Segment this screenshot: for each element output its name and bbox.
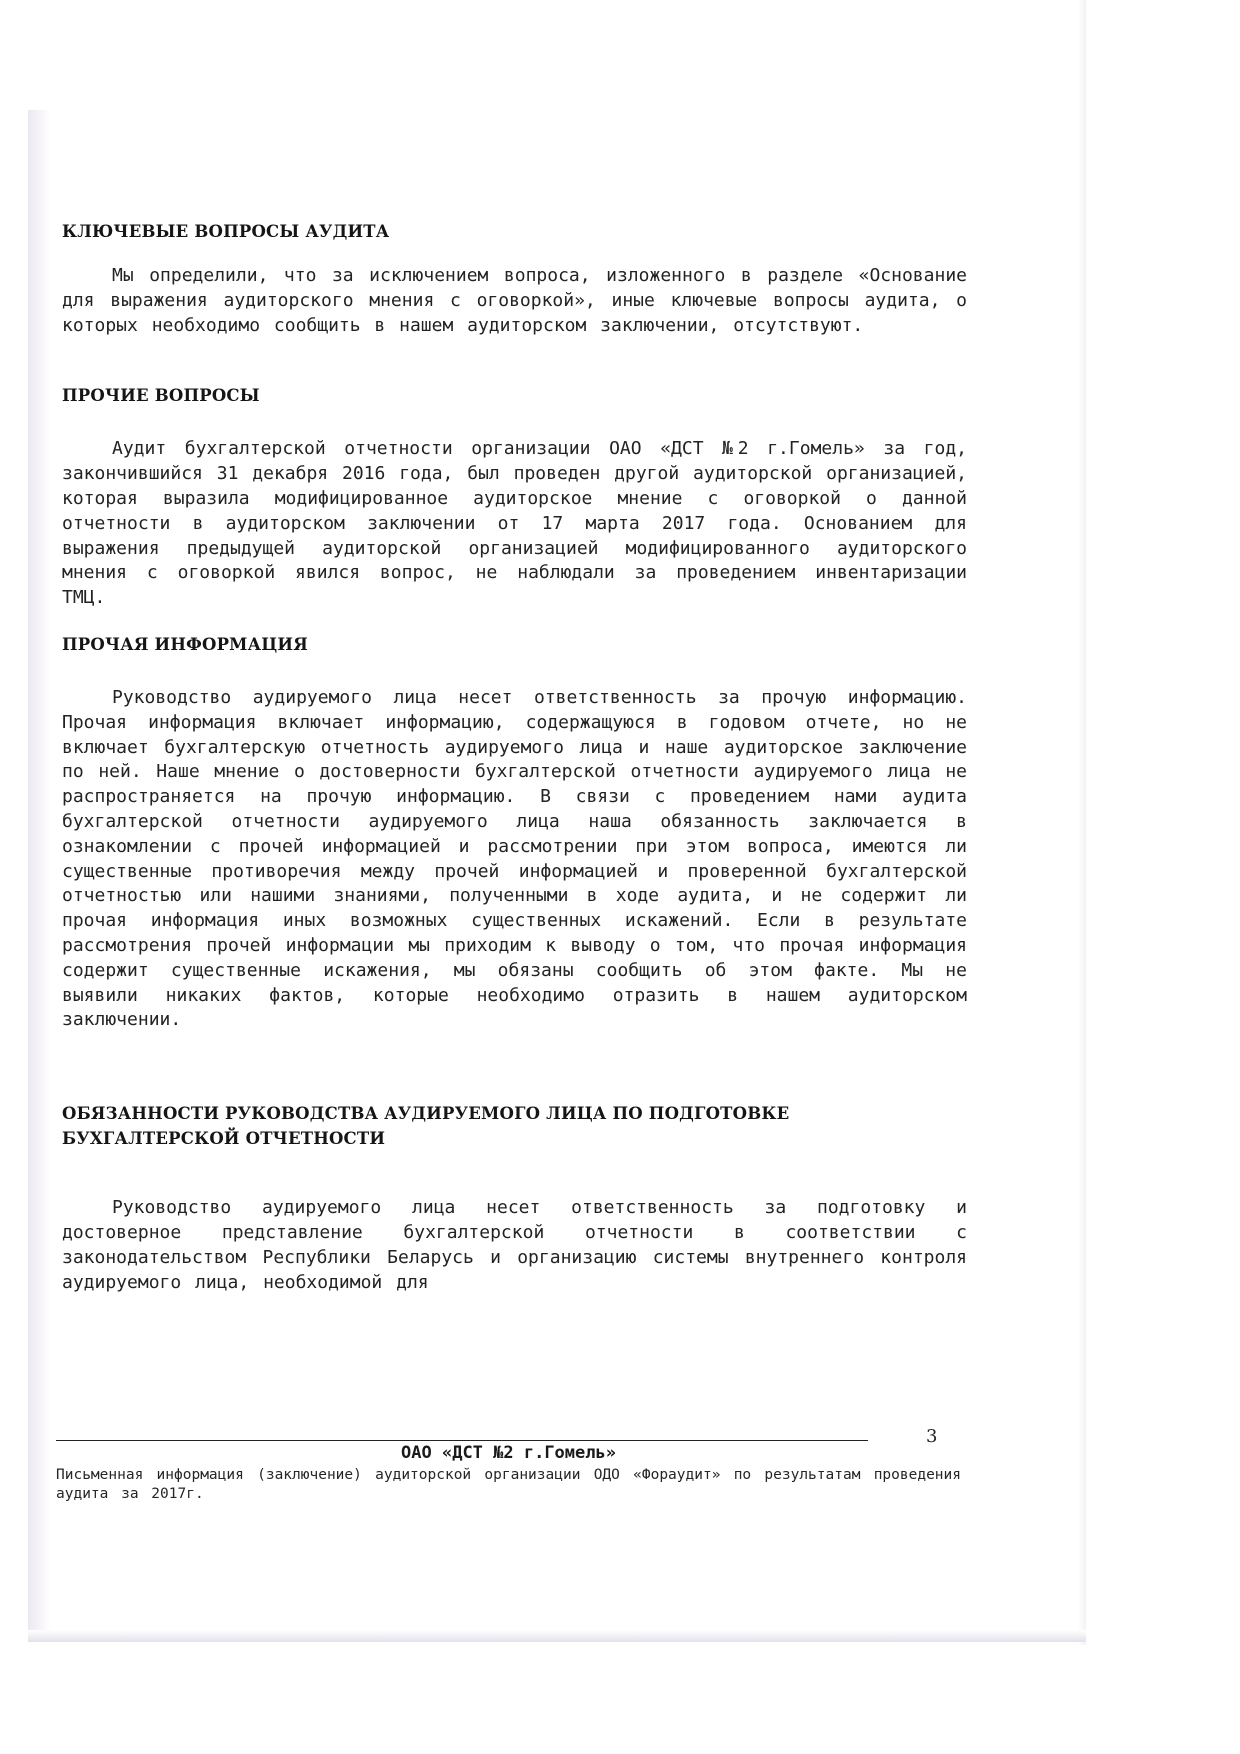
scan-edge-right xyxy=(1078,0,1086,1645)
section-heading: ОБЯЗАННОСТИ РУКОВОДСТВА АУДИРУЕМОГО ЛИЦА ПО ПОДГОТОВКЕ БУХГАЛТЕРСКОЙ ОТЧЕТНОСТИ xyxy=(62,1104,790,1149)
scan-edge-left xyxy=(28,110,50,1640)
section-heading: ПРОЧАЯ ИНФОРМАЦИЯ xyxy=(62,634,308,654)
section-heading: ПРОЧИЕ ВОПРОСЫ xyxy=(62,386,260,406)
page-number: 3 xyxy=(926,1426,938,1447)
footer-note: Письменная информация (заключение) аудиторской организации ОДО «Фораудит» по результатам проведения аудита за 2017г. xyxy=(56,1467,961,1502)
section-other-information xyxy=(62,635,967,1033)
section-heading: КЛЮЧЕВЫЕ ВОПРОСЫ АУДИТА xyxy=(62,222,390,241)
document-page xyxy=(62,222,967,1295)
footer-divider xyxy=(56,1440,868,1441)
scan-edge-bottom xyxy=(28,1630,1086,1642)
section-paragraph: Аудит бухгалтерской отчетности организации ОАО «ДСТ №2 г.Гомель» за год, закончившийся 31 декабря 2016 года, был проведен другой аудиторской организацией, которая выразила модифицированное аудиторское мнение с оговоркой о данной отчетности в аудиторском заключении от 17 марта 2017 года. Основанием для выражения предыдущей аудиторской организацией модифицированного аудиторского мнения с оговоркой явился вопрос, не наблюдали за проведением инвентаризации ТМЦ. xyxy=(62,438,967,609)
footer-company-name: ОАО «ДСТ №2 г.Гомель» xyxy=(401,1443,616,1463)
section-management-responsibilities xyxy=(62,1101,967,1295)
section-other-matters xyxy=(62,386,967,611)
section-key-audit-matters xyxy=(62,222,967,338)
section-paragraph: Руководство аудируемого лица несет ответственность за подготовку и достоверное представление бухгалтерской отчетности в соответствии с законодательством Республики Беларусь и организацию системы внутреннего контроля аудируемого лица, необходимой для xyxy=(62,1197,967,1293)
section-paragraph: Руководство аудируемого лица несет ответственность за прочую информацию. Прочая информация включает информацию, содержащуюся в годовом отчете, но не включает бухгалтерскую отчетность аудируемого лица и наше аудиторское заключение по ней. Наше мнение о достоверности бухгалтерской отчетности аудируемого лица не распространяется на прочую информацию. В связи с проведением нами аудита бухгалтерской отчетности аудируемого лица наша обязанность заключается в ознакомлении с прочей информацией и рассмотрении при этом вопроса, имеются ли существенные противоречия между прочей информацией и проверенной бухгалтерской отчетностью или нашими знаниями, полученными в ходе аудита, и не содержит ли прочая информация иных возможных существенных искажений. Если в результате рассмотрения прочей информации мы приходим к выводу о том, что прочая информация содержит существенные искажения, мы обязаны сообщить об этом факте. Мы не выявили никаких фактов, которые необходимо отразить в нашем аудиторском заключении. xyxy=(62,686,967,1031)
section-paragraph: Мы определили, что за исключением вопроса, изложенного в разделе «Основание для выражения аудиторского мнения с оговоркой», иные ключевые вопросы аудита, о которых необходимо сообщить в нашем аудиторском заключении, отсутствуют. xyxy=(62,265,967,336)
